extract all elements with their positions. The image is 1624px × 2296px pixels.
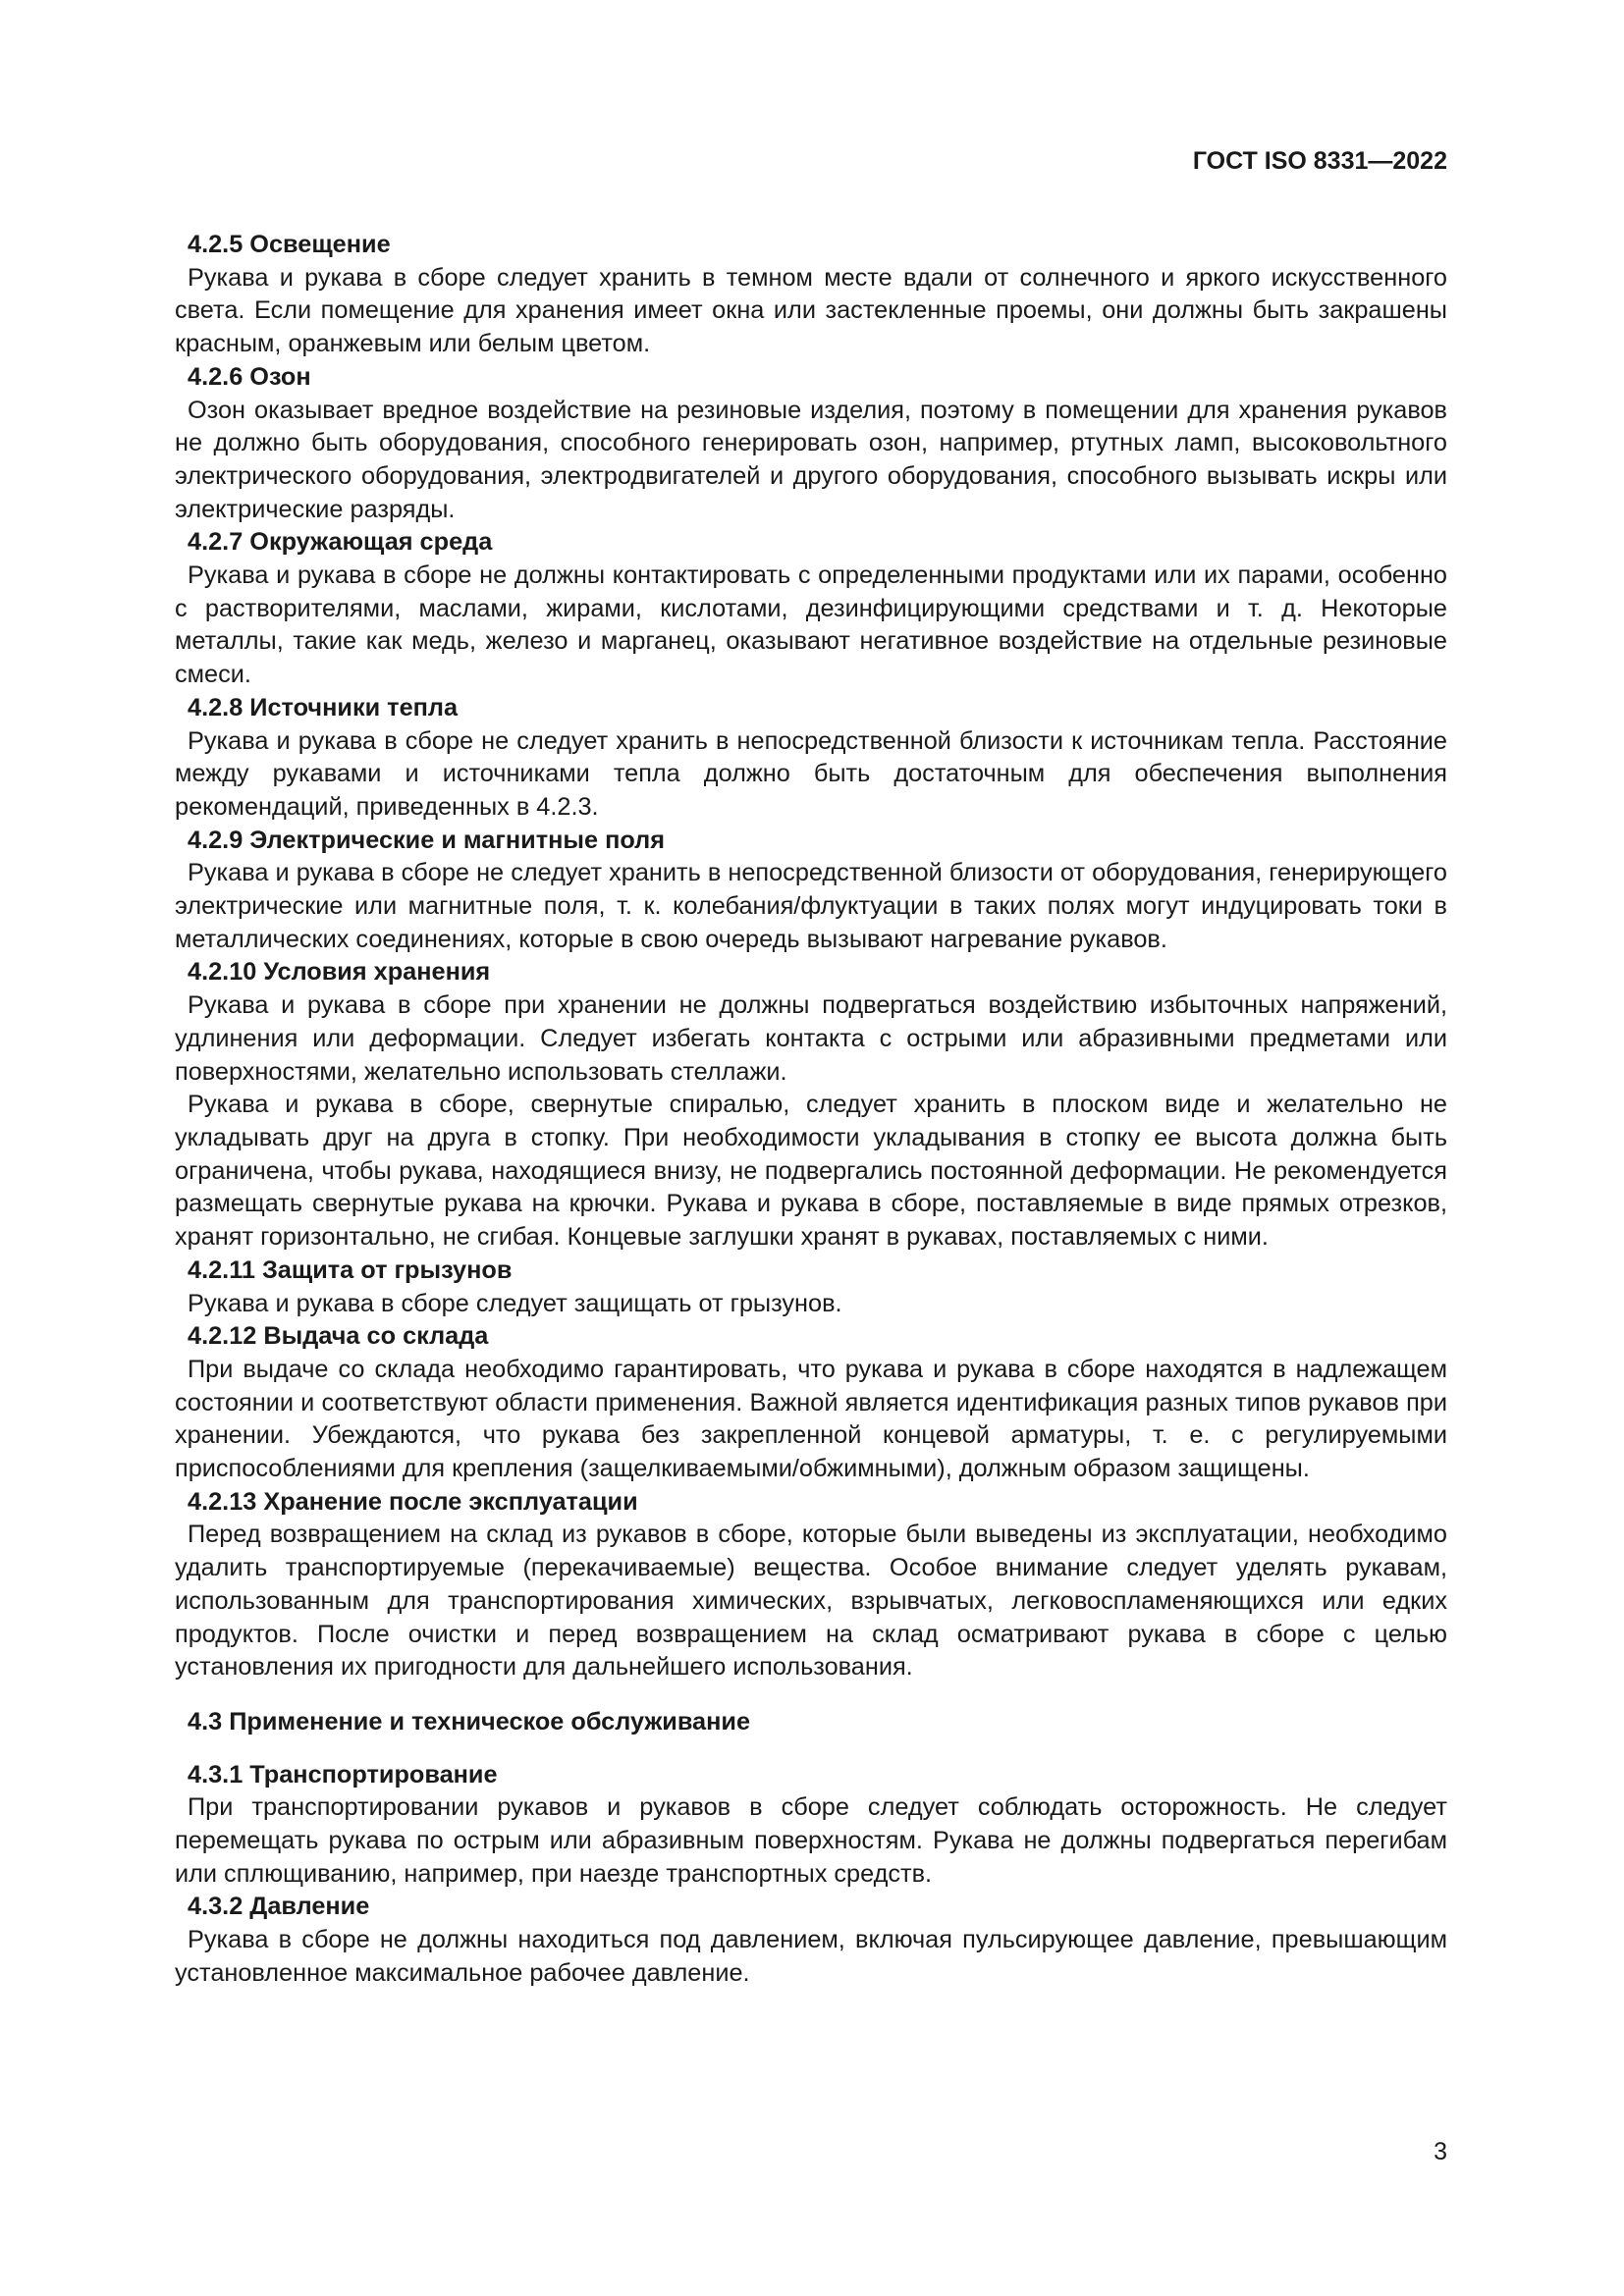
- section-paragraph: Рукава и рукава в сборе не следует хранить в непосредственной близости к источникам тепла. Расстояние между рукавами и источниками тепла должно быть достаточным для обеспечения выполнения рекомендаций, приведенных в 4.2.3.: [175, 726, 1447, 821]
- section-heading: 4.2.12 Выдача со склада: [188, 1322, 489, 1351]
- chapter-heading: 4.3 Применение и техническое обслуживание: [188, 1707, 751, 1735]
- section-heading: 4.2.8 Источники тепла: [188, 693, 459, 721]
- section-heading: 4.3.2 Давление: [188, 1893, 370, 1921]
- section-paragraph: Перед возвращением на склад из рукавов в сборе, которые были выведены из эксплуатации, необходимо удалить транспортируемые (перекачиваемые) вещества. Особое внимание следует уделять рукавам, использованным для транспортирования химических, взрывчатых, легковоспламеняющихся или едких продуктов. После очистки и перед возвращением на склад осматривают рукава в сборе с целью установления их пригодности для дальнейшего использования.: [175, 1521, 1447, 1682]
- section-paragraph: Рукава и рукава в сборе, свернутые спиралью, следует хранить в плоском виде и желательно не укладывать друг на друга в стопку. При необходимости укладывания в стопку ее высота должна быть ограничена, чтобы рукава, находящиеся внизу, не подвергались постоянной деформации. Не рекомендуется размещать свернутые рукава на крючки. Рукава и рукава в сборе, поставляемые в виде прямых отрезков, хранят горизонтально, не сгибая. Концевые заглушки хранят в рукавах, поставляемых с ними.: [175, 1091, 1447, 1252]
- section-heading: 4.2.6 Озон: [188, 362, 311, 391]
- document-body: [175, 229, 1447, 1991]
- section-heading: 4.2.7 Окружающая среда: [188, 528, 493, 557]
- section-paragraph: При выдаче со склада необходимо гарантировать, что рукава и рукава в сборе находятся в надлежащем состоянии и соответствуют области применения. Важной является идентификация разных типов рукавов при хранении. Убеждаются, что рукава без закрепленной концевой арматуры, т. е. с регулируемыми приспособлениями для крепления (защелкиваемыми/обжимными), должным образом защищены.: [175, 1355, 1447, 1483]
- section-paragraph: Рукава в сборе не должны находиться под давлением, включая пульсирующее давление, превышающим установленное максимальное рабочее давление.: [175, 1926, 1447, 1987]
- section-paragraph: Рукава и рукава в сборе не должны контактировать с определенными продуктами или их парами, особенно с растворителями, маслами, жирами, кислотами, дезинфицирующими средствами и т. д. Некоторые металлы, такие как медь, железо и марганец, оказывают негативное воздействие на отдельные резиновые смеси.: [175, 561, 1447, 689]
- section-paragraph: При транспортировании рукавов и рукавов в сборе следует соблюдать осторожность. Не следует перемещать рукава по острым или абразивным поверхностям. Рукава не должны подвергаться перегибам или сплющиванию, например, при наезде транспортных средств.: [175, 1793, 1447, 1888]
- section-heading: 4.2.13 Хранение после эксплуатации: [188, 1487, 638, 1516]
- section-paragraph: Рукава и рукава в сборе следует хранить в темном месте вдали от солнечного и яркого искусственного света. Если помещение для хранения имеет окна или застекленные проемы, они должны быть закрашены красным, оранжевым или белым цветом.: [175, 263, 1447, 358]
- document-standard-id: ГОСТ ISO 8331—2022: [1192, 147, 1447, 175]
- section-heading: 4.2.10 Условия хранения: [188, 958, 491, 987]
- section-paragraph: Озон оказывает вредное воздействие на резиновые изделия, поэтому в помещении для хранения рукавов не должно быть оборудования, способного генерировать озон, например, ртутных ламп, высоковольтного электрического оборудования, электродвигателей и другого оборудования, способного вызывать искры или электрические разряды.: [175, 396, 1447, 523]
- section-paragraph: Рукава и рукава в сборе не следует хранить в непосредственной близости от оборудования, генерирующего электрические или магнитные поля, т. к. колебания/флуктуации в таких полях могут индуцировать токи в металлических соединениях, которые в свою очередь вызывают нагревание рукавов.: [175, 859, 1447, 953]
- section-paragraph: Рукава и рукава в сборе следует защищать от грызунов.: [188, 1289, 842, 1317]
- section-paragraph: Рукава и рукава в сборе при хранении не должны подвергаться воздействию избыточных напряжений, удлинения или деформации. Следует избегать контакта с острыми или абразивными предметами или поверхностями, желательно использовать стеллажи.: [175, 991, 1447, 1086]
- section-heading: 4.2.9 Электрические и магнитные поля: [188, 826, 666, 854]
- section-heading: 4.2.11 Защита от грызунов: [188, 1255, 513, 1284]
- page-number: 3: [1434, 2138, 1447, 2165]
- section-heading: 4.3.1 Транспортирование: [188, 1760, 498, 1789]
- section-heading: 4.2.5 Освещение: [188, 231, 391, 258]
